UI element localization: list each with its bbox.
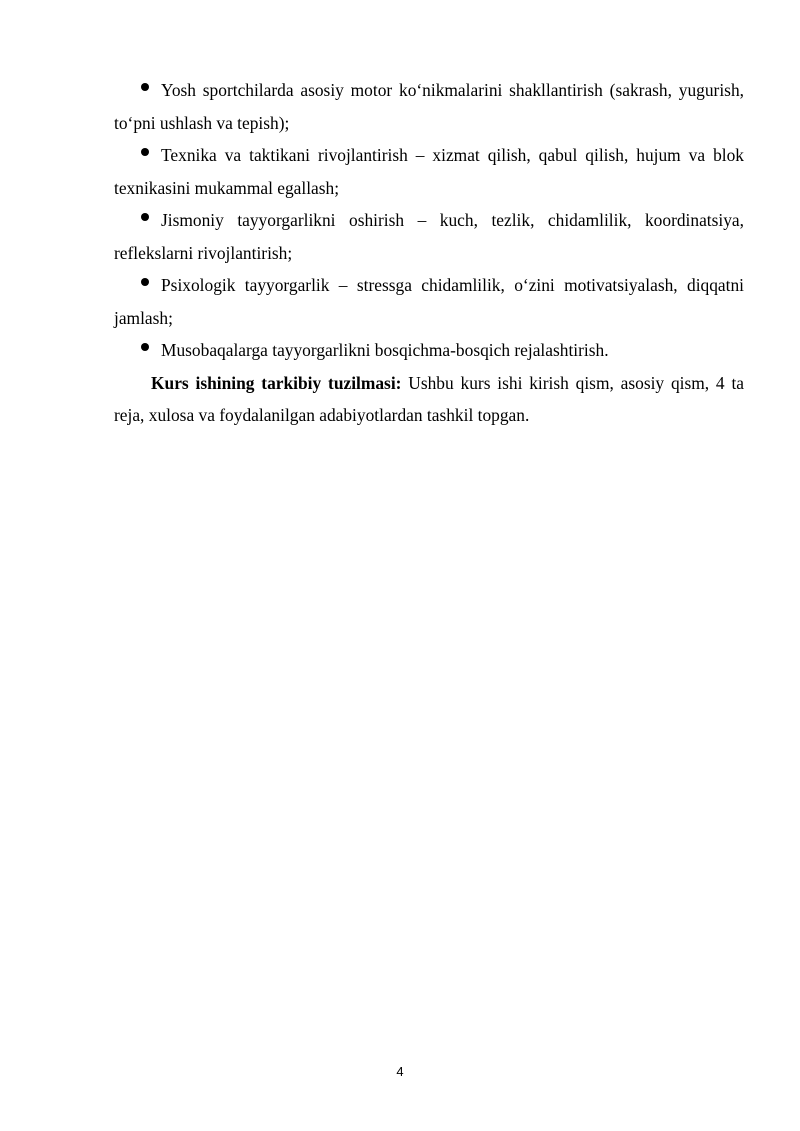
bullet-text: Texnika va taktikani rivojlantirish – xizmat qilish, qabul qilish, hujum va blok texnikasini mukammal egallash; bbox=[114, 145, 744, 198]
bullet-text: Psixologik tayyorgarlik – stressga chidamlilik, o‘zini motivatsiyalash, diqqatni jamlash; bbox=[114, 275, 744, 328]
bullet-icon bbox=[141, 213, 149, 221]
page-number: 4 bbox=[396, 1064, 404, 1079]
bullet-text: Musobaqalarga tayyorgarlikni bosqichma-bosqich rejalashtirish. bbox=[161, 340, 609, 360]
bullet-icon bbox=[141, 278, 149, 286]
bullet-icon bbox=[141, 148, 149, 156]
bullet-text: Yosh sportchilarda asosiy motor ko‘nikmalarini shakllantirish (sakrash, yugurish, to‘pni ushlash va tepish); bbox=[114, 80, 744, 133]
bullet-item bbox=[114, 334, 744, 367]
structure-paragraph bbox=[114, 367, 744, 432]
bullet-text: Jismoniy tayyorgarlikni oshirish – kuch, tezlik, chidamlilik, koordinatsiya, reflekslarni rivojlantirish; bbox=[114, 210, 744, 263]
bullet-icon bbox=[141, 83, 149, 91]
bullet-item bbox=[114, 74, 744, 139]
page-content bbox=[114, 74, 744, 432]
paragraph-title: Kurs ishining tarkibiy tuzilmasi: bbox=[151, 372, 402, 393]
bullet-item bbox=[114, 139, 744, 204]
bullet-item bbox=[114, 204, 744, 269]
paragraph-text: Ushbu kurs ishi kirish qism, asosiy qism, 4 ta reja, xulosa va foydalanilgan adabiyotlardan tashkil topgan. bbox=[114, 372, 744, 425]
bullet-item bbox=[114, 269, 744, 334]
bullet-icon bbox=[141, 343, 149, 351]
